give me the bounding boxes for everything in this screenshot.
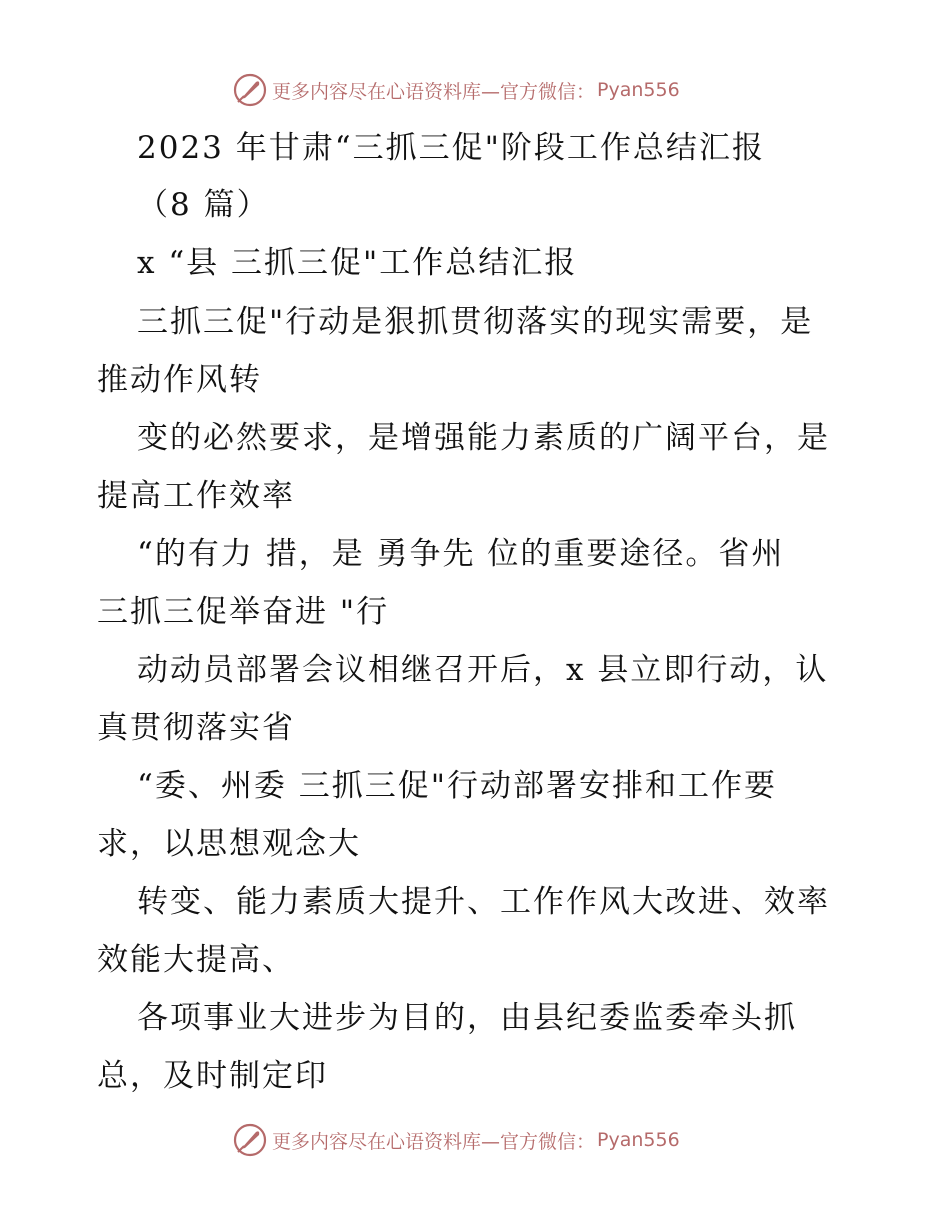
watermark-text: 更多内容尽在心语资料库—官方微信： bbox=[272, 80, 596, 103]
paragraph-line: “的有力 措，是 勇争先 位的重要途径。省州 bbox=[137, 536, 785, 572]
paragraph-line: 真贯彻落实省 bbox=[97, 710, 295, 746]
paragraph-line: “委、州委 三抓三促"行动部署安排和工作要 bbox=[137, 768, 777, 804]
paragraph-line: 三抓三促"行动是狠抓贯彻落实的现实需要，是 bbox=[137, 304, 814, 340]
paragraph-line: 推动作风转 bbox=[97, 362, 262, 398]
paragraph-line: 效能大提高、 bbox=[97, 942, 295, 978]
document-subtitle: x “县 三抓三促"工作总结汇报 bbox=[137, 245, 578, 281]
paragraph-line: 总，及时制定印 bbox=[97, 1058, 328, 1094]
paragraph-line: 转变、能力素质大提升、工作作风大改进、效率 bbox=[137, 884, 830, 920]
paragraph-line: 求，以思想观念大 bbox=[97, 826, 361, 862]
document-title-line-1: 2023 年甘肃“三抓三促"阶段工作总结汇报 bbox=[137, 130, 765, 166]
feather-pen-logo-icon bbox=[232, 72, 268, 108]
watermark-banner-top bbox=[232, 70, 752, 110]
paragraph-line: 动动员部署会议相继召开后，x 县立即行动，认 bbox=[137, 652, 829, 688]
watermark-wechat-id: Pyan556 bbox=[597, 1129, 680, 1151]
paragraph-line: 变的必然要求，是增强能力素质的广阔平台，是 bbox=[137, 420, 830, 456]
watermark-banner-bottom bbox=[232, 1120, 752, 1160]
watermark-text: 更多内容尽在心语资料库—官方微信： bbox=[272, 1130, 596, 1153]
watermark-wechat-id: Pyan556 bbox=[597, 79, 680, 101]
feather-pen-logo-icon bbox=[232, 1122, 268, 1158]
document-title-line-2: （8 篇） bbox=[137, 187, 270, 223]
paragraph-line: 三抓三促举奋进 "行 bbox=[97, 594, 390, 630]
paragraph-line: 各项事业大进步为目的，由县纪委监委牵头抓 bbox=[137, 1000, 797, 1036]
paragraph-line: 提高工作效率 bbox=[97, 478, 295, 514]
